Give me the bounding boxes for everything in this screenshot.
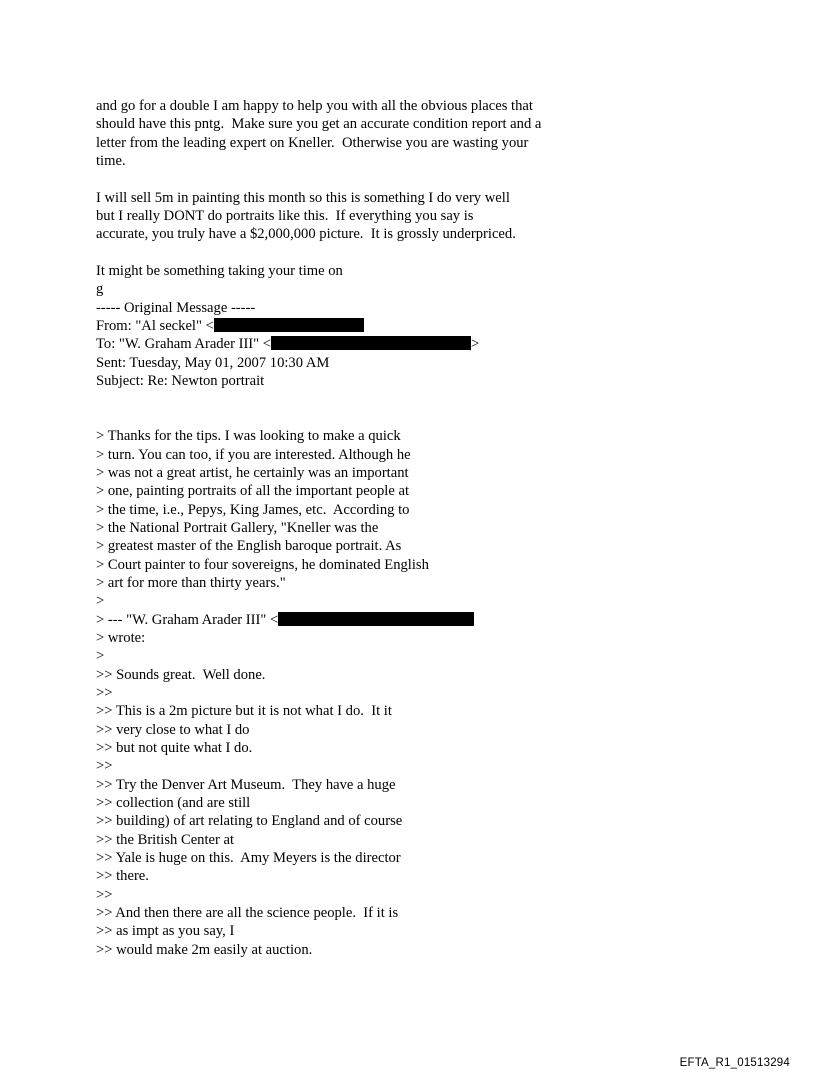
text-line: should have this pntg. Make sure you get an accurate condition report and a: [96, 116, 542, 133]
quoted-message: [96, 427, 736, 959]
quoted-line: > the time, i.e., Pepys, King James, etc. According to: [96, 501, 410, 518]
blank-line: [96, 170, 736, 188]
original-message-separator: ----- Original Message -----: [96, 299, 256, 316]
quoted-line: >> there.: [96, 868, 149, 885]
from-line: [96, 317, 736, 335]
text-line: accurate, you truly have a $2,000,000 picture. It is grossly underpriced.: [96, 226, 516, 243]
sent-line: Sent: Tuesday, May 01, 2007 10:30 AM: [96, 354, 330, 371]
to-label: To: "W. Graham Arader III" <: [96, 336, 272, 353]
quoted-line: >> would make 2m easily at auction.: [96, 941, 313, 958]
quoted-line: > Court painter to four sovereigns, he dominated English: [96, 556, 429, 573]
quoted-line: > greatest master of the English baroque portrait. As: [96, 538, 402, 555]
text-line: and go for a double I am happy to help you with all the obvious places that: [96, 98, 533, 114]
document-id-footer: EFTA_R1_01513294: [679, 1057, 790, 1069]
quoted-line: >> the British Center at: [96, 831, 235, 848]
quoted-line: >>: [96, 685, 113, 701]
quoted-line: >> Yale is huge on this. Amy Meyers is the director: [96, 850, 401, 867]
quoted-line: >> collection (and are still: [96, 795, 251, 812]
quoted-line: >> This is a 2m picture but it is not what I do. It it: [96, 703, 392, 720]
from-label: From: "Al seckel" <: [96, 318, 214, 335]
quoted-line: >>: [96, 758, 113, 775]
to-suffix: >: [471, 336, 480, 353]
quoted-line: >> And then there are all the science people. If it is: [96, 905, 399, 922]
quoted-line: >> Sounds great. Well done.: [96, 666, 266, 683]
quoted-line: >> Try the Denver Art Museum. They have a huge: [96, 776, 396, 793]
original-message-header: [96, 299, 736, 391]
blank-line: [96, 409, 736, 427]
quoted-line: >: [96, 648, 105, 665]
paragraph-3: [96, 262, 736, 299]
quoted-line: >> as impt as you say, I: [96, 923, 235, 940]
paragraph-2: [96, 189, 736, 244]
paragraph-1: [96, 97, 736, 170]
to-line: [96, 335, 736, 353]
text-line: time.: [96, 153, 126, 170]
blank-line: [96, 244, 736, 262]
quoted-line: > Thanks for the tips. I was looking to make a quick: [96, 428, 401, 445]
quoted-line: > was not a great artist, he certainly was an important: [96, 464, 409, 481]
text-line: g: [96, 281, 104, 298]
quoted-line: >>: [96, 886, 113, 903]
quoted-attribution-label: > --- "W. Graham Arader III" <: [96, 611, 279, 628]
text-line: I will sell 5m in painting this month so this is something I do very well: [96, 189, 510, 206]
quoted-line: >> building) of art relating to England and of course: [96, 813, 403, 830]
quoted-line: > wrote:: [96, 629, 146, 646]
text-line: but I really DONT do portraits like this. If everything you say is: [96, 208, 474, 225]
redaction-bar: [214, 318, 364, 332]
quoted-line: > art for more than thirty years.": [96, 574, 286, 591]
redaction-bar: [271, 336, 471, 350]
text-line: It might be something taking your time on: [96, 263, 343, 280]
subject-line: Subject: Re: Newton portrait: [96, 373, 265, 390]
email-body: [96, 97, 736, 959]
quoted-line: > turn. You can too, if you are interested. Although he: [96, 446, 411, 463]
quoted-attribution-line: [96, 611, 736, 629]
blank-line: [96, 391, 736, 409]
redaction-bar: [278, 612, 474, 626]
quoted-line: >: [96, 593, 105, 610]
quoted-line: > one, painting portraits of all the important people at: [96, 483, 409, 500]
quoted-line: >> but not quite what I do.: [96, 740, 253, 757]
quoted-line: >> very close to what I do: [96, 721, 250, 738]
text-line: letter from the leading expert on Kneller. Otherwise you are wasting your: [96, 134, 529, 151]
quoted-line: > the National Portrait Gallery, "Kneller was the: [96, 519, 379, 536]
